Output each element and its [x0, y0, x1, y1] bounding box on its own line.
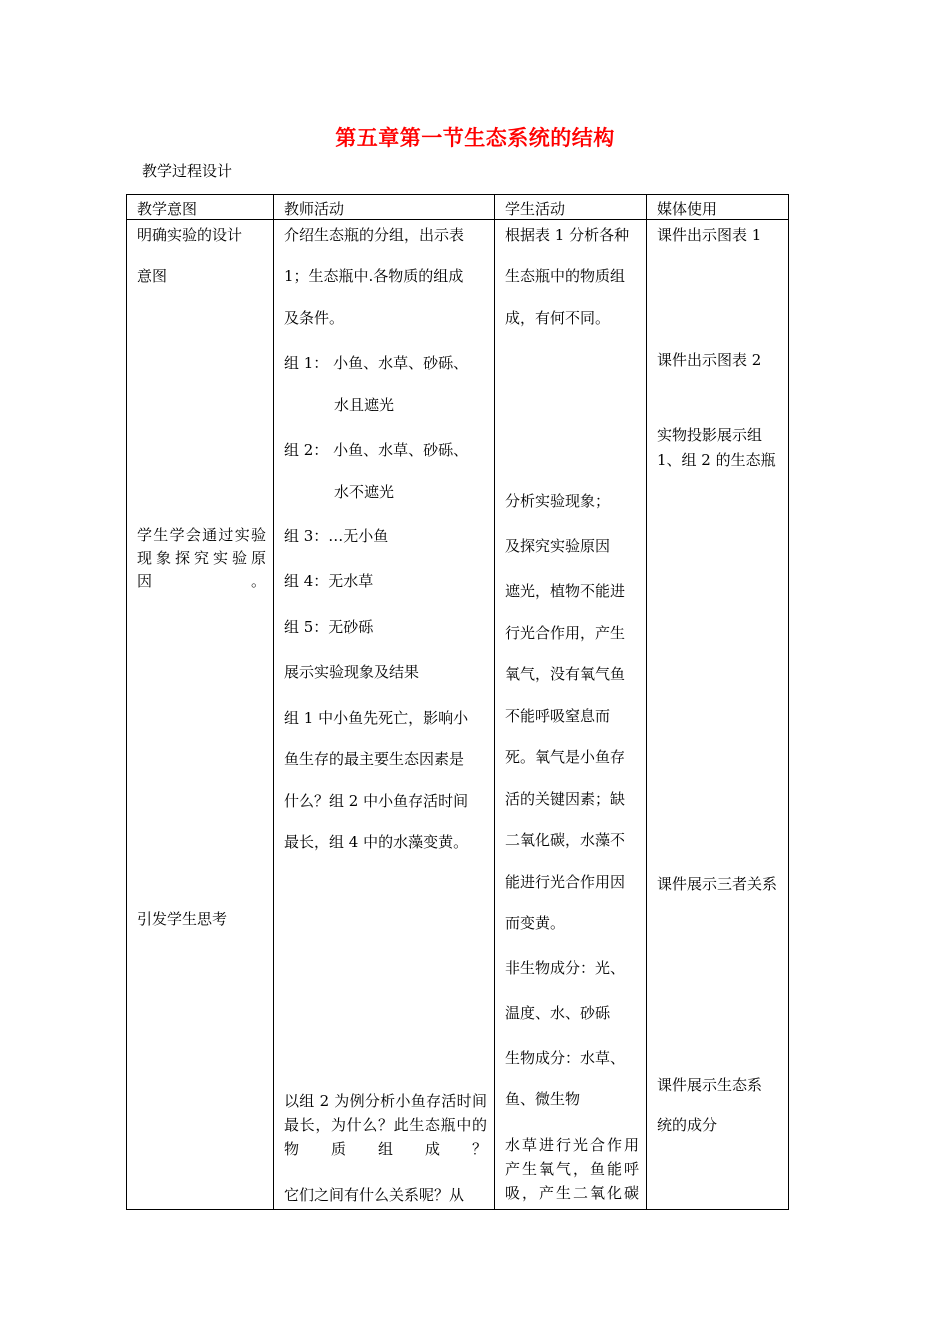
- teacher-text: 及条件。: [284, 309, 345, 327]
- intent-text: 学生学会通过实验现象探究实验原因。: [137, 526, 266, 590]
- intent-text: 意图: [137, 267, 168, 285]
- media-text: 课件出示图表 1: [657, 226, 762, 244]
- page-title: 第五章第一节生态系统的结构: [335, 125, 615, 150]
- teacher-text: 组 3：…无小鱼: [284, 527, 389, 545]
- student-text: 氧气，没有氧气鱼: [505, 665, 626, 683]
- student-text: 鱼、微生物: [505, 1090, 581, 1108]
- column-divider-3: [646, 195, 647, 1209]
- section-subtitle: 教学过程设计: [142, 162, 233, 180]
- header-intent: 教学意图: [137, 200, 198, 218]
- media-text: 课件展示三者关系: [657, 875, 778, 893]
- teacher-text: 介绍生态瓶的分组，出示表: [284, 226, 465, 244]
- teacher-text: 以组 2 为例分析小鱼存活时间最长，为什么？此生态瓶中的物质组成？: [284, 1092, 487, 1158]
- teacher-text: 组 4：无水草: [284, 572, 374, 590]
- teacher-text: 组 2： 小鱼、水草、砂砾、: [284, 441, 469, 459]
- student-text: 温度、水、砂砾: [505, 1004, 611, 1022]
- header-teacher: 教师活动: [284, 200, 345, 218]
- student-text: 死。氧气是小鱼存: [505, 748, 626, 766]
- teacher-text: 水且遮光: [334, 396, 395, 414]
- student-text: 根据表 1 分析各种: [505, 226, 630, 244]
- student-text: 二氧化碳，水藻不: [505, 831, 626, 849]
- student-text: 行光合作用，产生: [505, 624, 626, 642]
- student-text: 成，有何不同。: [505, 309, 611, 327]
- teacher-text: 它们之间有什么关系呢？从: [284, 1186, 465, 1204]
- teacher-text: 什么？组 2 中小鱼存活时间: [284, 792, 469, 810]
- student-text: 水草进行光合作用产生氧气，鱼能呼吸，产生二氧化碳: [505, 1136, 639, 1202]
- lesson-table: [126, 194, 789, 1210]
- teacher-text: 1；生态瓶中.各物质的组成: [284, 267, 464, 285]
- column-divider-2: [494, 195, 495, 1209]
- student-text: 活的关键因素；缺: [505, 790, 626, 808]
- student-text: 生态瓶中的物质组: [505, 267, 626, 285]
- student-text: 及探究实验原因: [505, 537, 611, 555]
- student-text: 能进行光合作用因: [505, 873, 626, 891]
- header-divider: [127, 219, 788, 220]
- intent-text: 明确实验的设计: [137, 226, 243, 244]
- teacher-text: 鱼生存的最主要生态因素是: [284, 750, 465, 768]
- student-text: 遮光，植物不能进: [505, 582, 626, 600]
- teacher-text: 组 1： 小鱼、水草、砂砾、: [284, 354, 469, 372]
- teacher-text: 组 1 中小鱼先死亡，影响小: [284, 709, 469, 727]
- student-text: 非生物成分：光、: [505, 959, 626, 977]
- teacher-text: 最长，组 4 中的水藻变黄。: [284, 833, 469, 851]
- header-media: 媒体使用: [657, 200, 718, 218]
- header-student: 学生活动: [505, 200, 566, 218]
- media-text: 课件出示图表 2: [657, 351, 762, 369]
- student-text: 而变黄。: [505, 914, 566, 932]
- student-text: 分析实验现象；: [505, 492, 611, 510]
- column-divider-1: [273, 195, 274, 1209]
- media-text: 统的成分: [657, 1116, 718, 1134]
- student-text: 生物成分：水草、: [505, 1049, 626, 1067]
- teacher-text: 展示实验现象及结果: [284, 663, 420, 681]
- teacher-text: 水不遮光: [334, 483, 395, 501]
- media-text: 实物投影展示组 1、组 2 的生态瓶: [657, 426, 776, 469]
- student-text: 不能呼吸窒息而: [505, 707, 611, 725]
- media-text: 课件展示生态系: [657, 1076, 763, 1094]
- intent-text: 引发学生思考: [137, 910, 228, 928]
- teacher-text: 组 5：无砂砾: [284, 618, 374, 636]
